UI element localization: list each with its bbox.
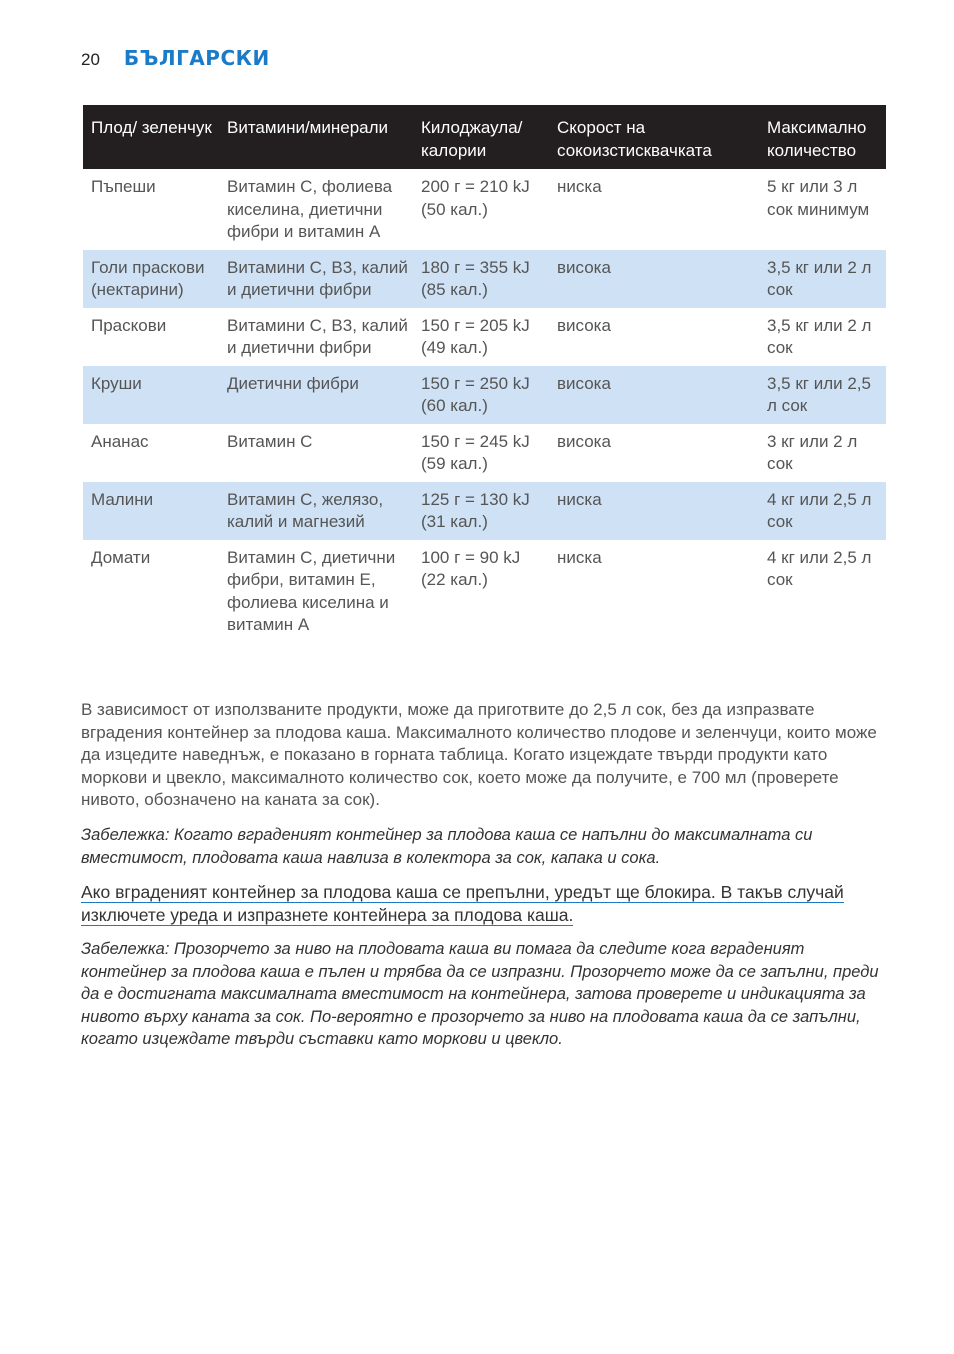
cell-calories: 150 г = 245 kJ (59 кал.) [421, 431, 530, 473]
cell-produce: Ананас [91, 431, 149, 451]
cell-speed: висока [557, 315, 611, 335]
cell-calories: 200 г = 210 kJ (50 кал.) [421, 177, 530, 219]
cell-vitamins: Диетични фибри [219, 366, 413, 424]
cell-speed: ниска [557, 177, 602, 196]
column-header-speed: Скорост на сокоизстисквачката [549, 105, 759, 169]
note-pulp-window: Забележка: Прозорчето за ниво на плодовата каша ви помага да следите кога вграденият контейнер за плодова каша е пълен и трябва да се изпразни. Прозорчето може да се запълни, преди да е достигната максималната вместимост на контейнера, затова проверете и индикацията за нивото върху каната за сок. По-вероятно е прозорчето за ниво на плодовата каша да се запълни, когато изцеждате твърди съставки като моркови и цвекло. [81, 940, 879, 1048]
column-header-calories: Килоджаула/ калории [413, 105, 549, 169]
cell-max-quantity: 3,5 кг или 2,5 л сок [759, 366, 886, 424]
body-paragraph: В зависимост от използваните продукти, може да приготвите до 2,5 л сок, без да изпразвате вградения контейнер за плодова каша. Максималното количество плодове и зеленчуци, които може да изцедите наведнъж, е показано в горната таблица. Когато изцеждате твърди продукти като моркови и цвекло, максималното количество сок, което може да получите, е 700 мл (проверете нивото, обозначено на каната за сок). [81, 700, 877, 809]
page-header [81, 46, 270, 76]
cell-speed: висока [557, 431, 611, 451]
cell-calories: 125 г = 130 kJ (31 кал.) [413, 482, 549, 540]
cell-produce: Голи праскови (нектарини) [83, 250, 219, 308]
table-row [83, 250, 886, 308]
cell-max-quantity: 4 кг или 2,5 л сок [759, 482, 886, 540]
cell-speed: висока [549, 250, 759, 308]
cell-calories: 100 г = 90 kJ (22 кал.) [421, 547, 521, 589]
cell-produce: Праскови [91, 315, 167, 335]
column-header-max-quantity: Максимално количество [759, 105, 886, 169]
cell-produce: Круши [83, 366, 219, 424]
cell-max-quantity: 4 кг или 2,5 л сок [767, 547, 872, 589]
cell-vitamins: Витамин C, фолиева киселина, диетични фибри и витамин A [227, 177, 393, 241]
cell-speed: ниска [549, 482, 759, 540]
note-overflow: Забележка: Когато вграденият контейнер за плодова каша се напълни до максималната си вместимост, плодовата каша навлиза в колектора за сок, капака и сока. [81, 826, 813, 867]
cell-produce: Домати [91, 547, 151, 567]
cell-calories: 150 г = 250 kJ (60 кал.) [413, 366, 549, 424]
table-row [83, 424, 886, 482]
warning-block [81, 881, 887, 926]
cell-speed: ниска [557, 547, 602, 567]
table-row [83, 308, 886, 366]
cell-produce: Пъпеши [91, 177, 156, 196]
column-header-vitamins: Витамини/минерали [219, 105, 413, 169]
table-row [83, 540, 886, 643]
cell-max-quantity: 3,5 кг или 2 л сок [767, 315, 872, 357]
cell-vitamins: Витамини C, B3, калий и диетични фибри [219, 250, 413, 308]
cell-calories: 180 г = 355 kJ (85 кал.) [413, 250, 549, 308]
juicing-table [83, 105, 886, 643]
cell-max-quantity: 5 кг или 3 л сок минимум [767, 177, 870, 219]
section-language-title: БЪЛГАРСКИ [123, 46, 270, 70]
page-number: 20 [81, 50, 100, 69]
cell-vitamins: Витамин C, диетични фибри, витамин E, фолиева киселина и витамин A [227, 547, 396, 634]
cell-produce: Малини [83, 482, 219, 540]
table-row [83, 366, 886, 424]
table-row [83, 482, 886, 540]
cell-vitamins: Витамини C, B3, калий и диетични фибри [227, 315, 408, 357]
cell-max-quantity: 3,5 кг или 2 л сок [759, 250, 886, 308]
table-header-row [83, 105, 886, 169]
cell-speed: висока [549, 366, 759, 424]
table-row [83, 169, 886, 250]
cell-vitamins: Витамин C, желязо, калий и магнезий [219, 482, 413, 540]
cell-calories: 150 г = 205 kJ (49 кал.) [421, 315, 530, 357]
cell-vitamins: Витамин C [227, 431, 313, 451]
warning-text: Ако вграденият контейнер за плодова каша се препълни, уредът ще блокира. В такъв случай изключете уреда и изпразнете контейнера за плодова каша. [81, 882, 844, 925]
column-header-produce: Плод/ зеленчук [83, 105, 219, 169]
cell-max-quantity: 3 кг или 2 л сок [767, 431, 858, 473]
